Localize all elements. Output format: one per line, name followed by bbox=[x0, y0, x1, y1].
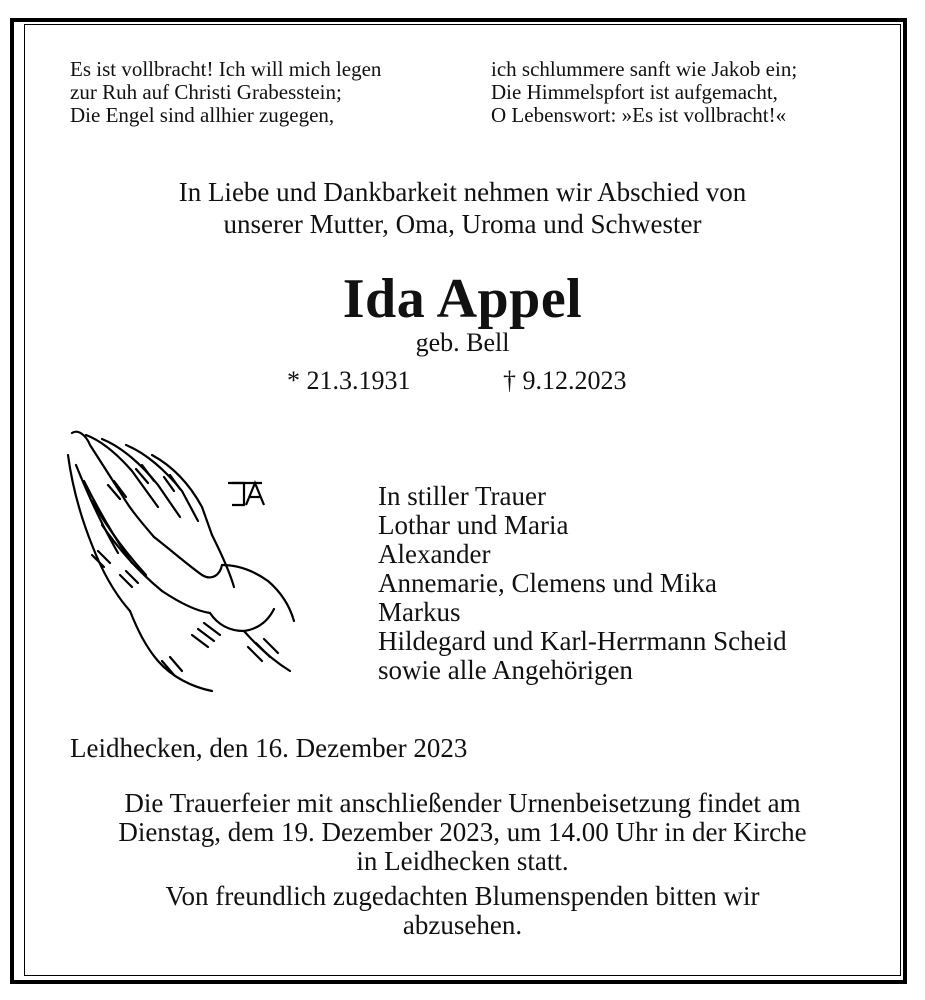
flowers-notice bbox=[0, 882, 925, 940]
monogram-icon bbox=[228, 483, 264, 505]
birth-name: geb. Bell bbox=[415, 328, 510, 357]
poem-line: zur Ruh auf Christi Grabesstein; bbox=[70, 80, 342, 104]
birth-date: * 21.3.1931 bbox=[287, 366, 411, 395]
poem-right-column bbox=[491, 58, 797, 127]
mourner-name: Lothar und Maria bbox=[378, 510, 569, 540]
poem-line: Es ist vollbracht! Ich will mich legen bbox=[70, 57, 382, 81]
poem-line: O Lebenswort: »Es ist vollbracht!« bbox=[491, 103, 787, 127]
mourner-name: Annemarie, Clemens und Mika bbox=[378, 568, 717, 598]
mourners-list bbox=[378, 482, 787, 685]
mourner-name: Markus bbox=[378, 597, 461, 627]
mourners-heading: In stiller Trauer bbox=[378, 481, 546, 511]
flowers-line: abzusehen. bbox=[402, 910, 523, 940]
service-line: in Leidhecken statt. bbox=[356, 846, 569, 876]
poem-left-column bbox=[70, 58, 381, 127]
mourner-name: sowie alle Angehörigen bbox=[378, 655, 633, 685]
poem-line: Die Himmelspfort ist aufgemacht, bbox=[491, 80, 778, 104]
place-and-date: Leidhecken, den 16. Dezember 2023 bbox=[70, 733, 468, 763]
poem-line: Die Engel sind allhier zugegen, bbox=[70, 103, 335, 127]
service-notice bbox=[0, 789, 925, 876]
service-line: Die Trauerfeier mit anschließender Urnenbeisetzung findet am bbox=[124, 788, 801, 818]
flowers-line: Von freundlich zugedachten Blumenspenden bitten wir bbox=[165, 881, 760, 911]
service-line: Dienstag, dem 19. Dezember 2023, um 14.00 Uhr in der Kirche bbox=[118, 817, 807, 847]
deceased-name: Ida Appel bbox=[342, 268, 583, 330]
mourner-name: Alexander bbox=[378, 539, 491, 569]
praying-hands-icon bbox=[62, 425, 302, 695]
intro-text bbox=[0, 176, 925, 240]
death-date: † 9.12.2023 bbox=[503, 366, 627, 395]
intro-line: unserer Mutter, Oma, Uroma und Schwester bbox=[223, 209, 702, 239]
intro-line: In Liebe und Dankbarkeit nehmen wir Abschied von bbox=[178, 177, 747, 207]
mourner-name: Hildegard und Karl-Herrmann Scheid bbox=[378, 626, 787, 656]
poem-line: ich schlummere sanft wie Jakob ein; bbox=[491, 57, 798, 81]
